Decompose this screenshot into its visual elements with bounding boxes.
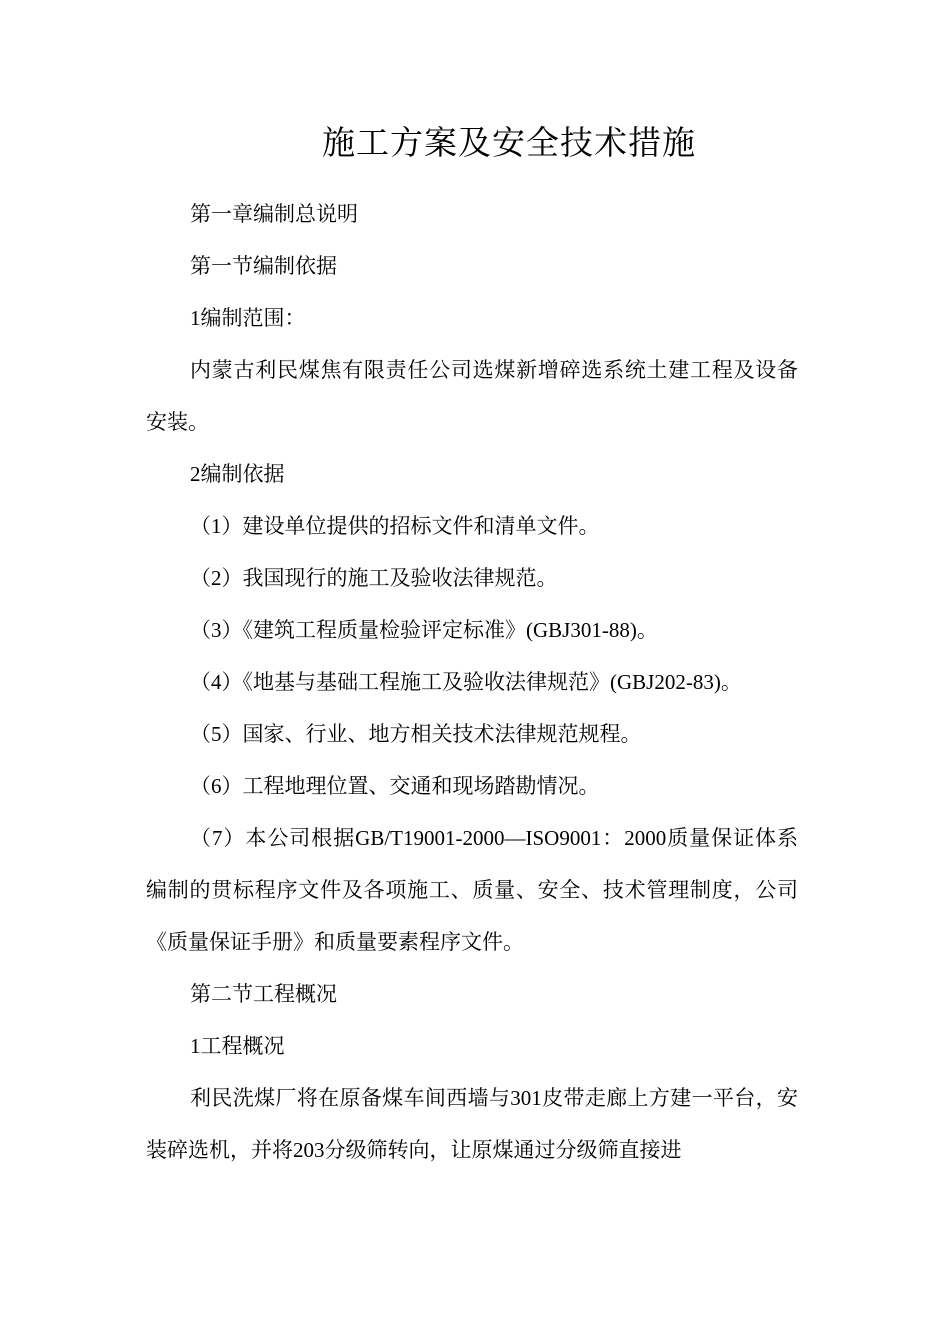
body-paragraph: 内蒙古利民煤焦有限责任公司选煤新增碎选系统土建工程及设备安装。 — [146, 358, 798, 434]
document-title: 施工方案及安全技术措施 — [322, 126, 696, 162]
list-item: （2）我国现行的施工及验收法律规范。 — [190, 566, 558, 590]
document-body — [146, 188, 798, 1176]
list-item: （7）本公司根据GB/T19001-2000—ISO9001：2000质量保证体系编制的贯标程序文件及各项施工、质量、安全、技术管理制度，公司《质量保证手册》和质量要素程序文件。 — [146, 826, 798, 954]
section-heading: 第一节编制依据 — [190, 254, 337, 278]
chapter-heading: 第一章编制总说明 — [190, 202, 358, 226]
subsection-heading: 1工程概况 — [190, 1034, 285, 1058]
subsection-heading: 2编制依据 — [190, 462, 285, 486]
body-paragraph: 利民洗煤厂将在原备煤车间西墙与301皮带走廊上方建一平台，安装碎选机，并将203分级筛转向，让原煤通过分级筛直接进 — [146, 1086, 798, 1162]
list-item: （6）工程地理位置、交通和现场踏勘情况。 — [190, 774, 600, 798]
list-item: （1）建设单位提供的招标文件和清单文件。 — [190, 514, 600, 538]
section-heading: 第二节工程概况 — [190, 982, 337, 1006]
list-item: （5）国家、行业、地方相关技术法律规范规程。 — [190, 722, 642, 746]
list-item: （3）《建筑工程质量检验评定标准》(GBJ301-88)。 — [190, 618, 658, 642]
subsection-heading: 1编制范围： — [190, 306, 306, 330]
list-item: （4）《地基与基础工程施工及验收法律规范》(GBJ202-83)。 — [190, 670, 742, 694]
